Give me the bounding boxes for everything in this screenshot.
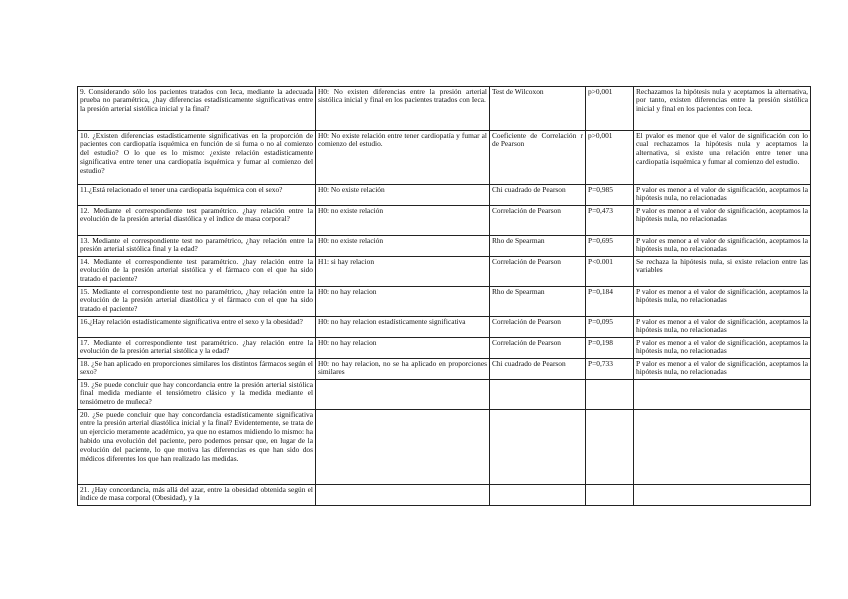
pvalue-cell: P=0,985 [586,185,634,206]
conclusion-cell: P valor es menor a el valor de significación, aceptamos la hipótesis nula, no relacionadas [634,359,811,380]
conclusion-cell: P valor es menor a el valor de significación, aceptamos la hipótesis nula, no relacionadas [634,236,811,257]
hypothesis-cell: H1: si hay relacion [316,257,490,287]
table-row [78,380,811,410]
hypothesis-cell [316,485,490,506]
conclusion-cell: Rechazamos la hipótesis nula y aceptamos la alternativa, por tanto, existen diferencias entre la presión sistólica inicial y final en los pacientes con Ieca. [634,87,811,131]
test-cell: Chi cuadrado de Pearson [490,185,586,206]
hypothesis-cell: H0: no hay relacion [316,287,490,317]
test-cell [490,485,586,506]
pvalue-cell: p>0,001 [586,87,634,131]
test-cell [490,410,586,485]
table-row [78,206,811,236]
question-cell: 9. Considerando sólo los pacientes tratados con Ieca, mediante la adecuada prueba no paramétrica, ¿hay diferencias estadísticamente significativas entre la presión arterial sistólica inicial y la final? [78,87,316,131]
conclusion-cell: P valor es menor a el valor de significación, aceptamos la hipótesis nula, no relacionadas [634,206,811,236]
pvalue-cell: P=0,695 [586,236,634,257]
table-row [78,257,811,287]
conclusion-cell [634,380,811,410]
question-cell: 15. Mediante el correspondiente test no paramétrico, ¿hay relación entre la evolución de la presión arterial diastólica y el fármaco con el que ha sido tratado el paciente? [78,287,316,317]
pvalue-cell: P<0.001 [586,257,634,287]
results-table [77,86,811,506]
table-row [78,359,811,380]
question-cell: 14. Mediante el correspondiente test paramétrico. ¿hay relación entre la evolución de la presión arterial sistólica y el fármaco con el que ha sido tratado el paciente? [78,257,316,287]
test-cell: Rho de Spearman [490,287,586,317]
test-cell: Rho de Spearman [490,236,586,257]
conclusion-cell: Se rechaza la hipótesis nula, si existe relacion entre las variables [634,257,811,287]
hypothesis-cell: H0: no existe relación [316,236,490,257]
pvalue-cell: P=0,198 [586,338,634,359]
pvalue-cell [586,410,634,485]
question-cell: 17. Mediante el correspondiente test paramétrico. ¿hay relación entre la evolución de la presión arterial sistólica y la edad? [78,338,316,359]
table-row [78,485,811,506]
pvalue-cell: P=0,733 [586,359,634,380]
pvalue-cell [586,380,634,410]
table-row [78,410,811,485]
conclusion-cell: P valor es menor a el valor de significación, aceptamos la hipótesis nula, no relacionadas [634,287,811,317]
test-cell: Test de Wilcoxon [490,87,586,131]
question-cell: 20. ¿Se puede concluir que hay concordancia estadísticamente significativa entre la presión arterial diastólica inicial y la final? Evidentemente, se trata de un ejercicio meramente académico, ya que no estamos midiendo lo mismo: ha habido una evolución del paciente, pero podemos pensar que, en lugar de la evolución del paciente, lo que motiva las diferencias es que han sido dos médicos diferentes los que han realizado las medidas. [78,410,316,485]
results-table-body [78,87,811,506]
question-cell: 13. Mediante el correspondiente test no paramétrico, ¿hay relación entre la presión arterial sistólica final y la edad? [78,236,316,257]
table-row [78,87,811,131]
test-cell: Coeficiente de Correlación r de Pearson [490,131,586,185]
test-cell [490,380,586,410]
pvalue-cell: p>0,001 [586,131,634,185]
hypothesis-cell: H0: no hay relacion, no se ha aplicado en proporciones similares [316,359,490,380]
hypothesis-cell: H0: No existen diferencias entre la presión arterial sistólica inicial y final en los pacientes tratados con Ieca. [316,87,490,131]
test-cell: Chi cuadrado de Pearson [490,359,586,380]
conclusion-cell: P valor es menor a el valor de significación, aceptamos la hipótesis nula, no relacionadas [634,338,811,359]
question-cell: 21. ¿Hay concordancia, más allá del azar, entre la obesidad obtenida según el índice de masa corporal (Obesidad), y la [78,485,316,506]
test-cell: Correlación de Pearson [490,257,586,287]
hypothesis-cell: H0: no existe relación [316,206,490,236]
table-row [78,287,811,317]
hypothesis-cell: H0: No existe relación [316,185,490,206]
table-row [78,338,811,359]
question-cell: 16.¿Hay relación estadísticamente significativa entre el sexo y la obesidad? [78,317,316,338]
test-cell: Correlación de Pearson [490,206,586,236]
question-cell: 11.¿Está relacionado el tener una cardiopatía isquémica con el sexo? [78,185,316,206]
pvalue-cell: P=0,184 [586,287,634,317]
hypothesis-cell: H0: no hay relacion [316,338,490,359]
pvalue-cell: P=0,473 [586,206,634,236]
conclusion-cell [634,410,811,485]
question-cell: 19. ¿Se puede concluir que hay concordancia entre la presión arterial sistólica final medida mediante el tensiómetro clásico y la medida mediante el tensiómetro de muñeca? [78,380,316,410]
hypothesis-cell: H0: no hay relacion estadísticamente significativa [316,317,490,338]
hypothesis-cell [316,410,490,485]
question-cell: 10. ¿Existen diferencias estadísticamente significativas en la proporción de pacientes con cardiopatía isquémica en función de si fuma o no al comienzo del estudio? O lo que es lo mismo: ¿existe relación estadísticamente significativa entre tener una cardiopatía isquémica y fumar al comienzo del estudio? [78,131,316,185]
pvalue-cell: P=0,095 [586,317,634,338]
hypothesis-cell: H0: No existe relación entre tener cardiopatía y fumar al comienzo del estudio. [316,131,490,185]
table-row [78,317,811,338]
pvalue-cell [586,485,634,506]
question-cell: 18. ¿Se han aplicado en proporciones similares los distintos fármacos según el sexo? [78,359,316,380]
table-row [78,131,811,185]
conclusion-cell: P valor es menor a el valor de significación, aceptamos la hipótesis nula, no relacionadas [634,185,811,206]
hypothesis-cell [316,380,490,410]
conclusion-cell [634,485,811,506]
question-cell: 12. Mediante el correspondiente test paramétrico. ¿hay relación entre la evolución de la presión arterial diastólica y el índice de masa corporal? [78,206,316,236]
conclusion-cell: El pvalor es menor que el valor de significación con lo cual rechazamos la hipótesis nula y aceptamos la alternativa, si existe una relación entre tener una cardiopatía isquémica y fumar al comienzo del estudio. [634,131,811,185]
table-row [78,185,811,206]
test-cell: Correlación de Pearson [490,317,586,338]
test-cell: Correlación de Pearson [490,338,586,359]
table-row [78,236,811,257]
conclusion-cell: P valor es menor a el valor de significación, aceptamos la hipótesis nula, no relacionadas [634,317,811,338]
